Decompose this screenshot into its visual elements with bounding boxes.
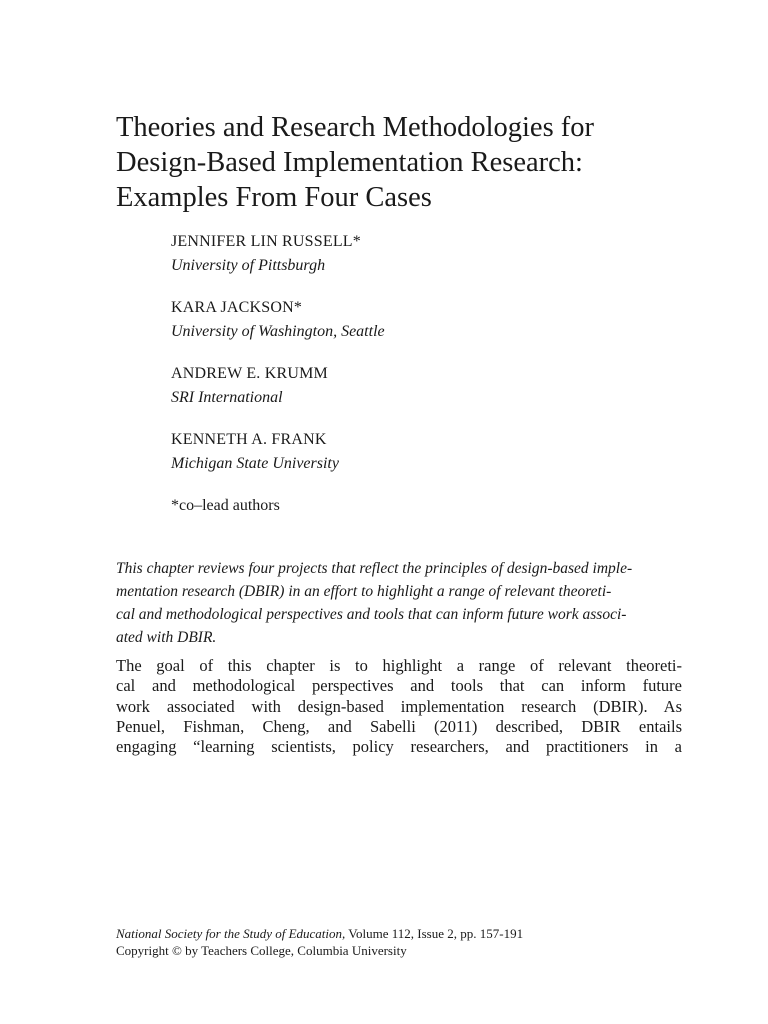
abstract-line: ated with DBIR. xyxy=(116,629,217,646)
author-name: KENNETH A. FRANK xyxy=(171,431,327,448)
body-line: engaging “learning scientists, policy researchers, and practitioners in a xyxy=(116,737,682,757)
author-name: ANDREW E. KRUMM xyxy=(171,365,328,382)
title-line-1: Theories and Research Methodologies for xyxy=(116,112,595,143)
author-affiliation: Michigan State University xyxy=(171,455,339,472)
paper-title xyxy=(116,110,696,215)
author-block xyxy=(171,430,691,478)
author-block xyxy=(171,298,691,346)
abstract-line: This chapter reviews four projects that reflect the principles of design-based imple- xyxy=(116,560,633,577)
volume-info: Volume 112, Issue 2, pp. 157-191 xyxy=(345,926,524,941)
author-affiliation: SRI International xyxy=(171,389,283,406)
copyright-notice: Copyright © by Teachers College, Columbia University xyxy=(116,943,407,958)
title-line-3: Examples From Four Cases xyxy=(116,182,432,213)
body-paragraph xyxy=(116,656,682,757)
body-line: work associated with design-based implementation research (DBIR). As xyxy=(116,696,682,716)
body-line: cal and methodological perspectives and tools that can inform future xyxy=(116,676,682,696)
journal-name: National Society for the Study of Education, xyxy=(116,926,346,941)
abstract-line: cal and methodological perspectives and tools that can inform future work associ- xyxy=(116,606,627,623)
citation-footer xyxy=(116,925,716,959)
author-affiliation: University of Pittsburgh xyxy=(171,257,326,274)
author-block xyxy=(171,364,691,412)
author-list xyxy=(171,232,691,516)
author-block xyxy=(171,232,691,280)
abstract xyxy=(116,557,682,649)
title-line-2: Design-Based Implementation Research: xyxy=(116,147,583,178)
abstract-line: mentation research (DBIR) in an effort to highlight a range of relevant theoreti- xyxy=(116,583,612,600)
author-name: KARA JACKSON* xyxy=(171,299,303,316)
author-name: JENNIFER LIN RUSSELL* xyxy=(171,233,361,250)
colead-note: *co–lead authors xyxy=(171,497,280,514)
body-line: Penuel, Fishman, Cheng, and Sabelli (2011) described, DBIR entails xyxy=(116,716,682,736)
author-affiliation: University of Washington, Seattle xyxy=(171,323,385,340)
journal-citation xyxy=(116,925,716,942)
body-line: The goal of this chapter is to highlight a range of relevant theoreti- xyxy=(116,656,682,675)
